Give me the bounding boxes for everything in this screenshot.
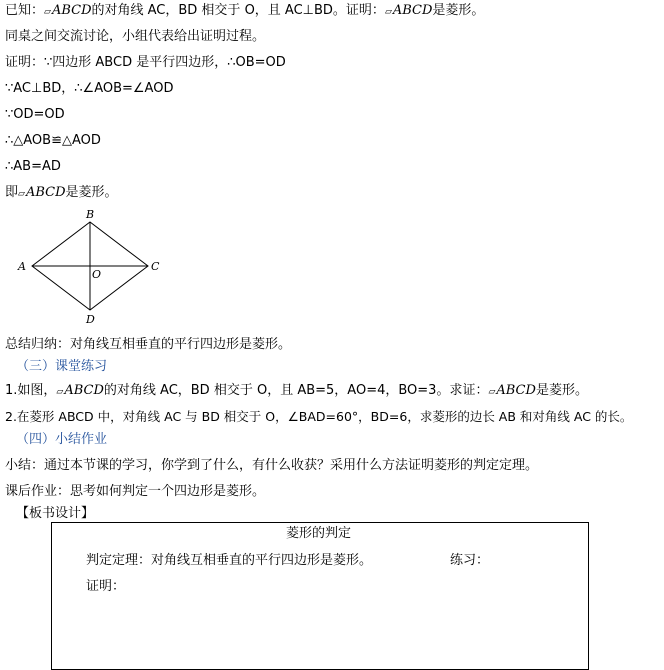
proof-line-2: ∵AC⊥BD，∴∠AOB=∠AOD [5, 81, 174, 96]
board-title: 菱形的判定 [286, 526, 352, 541]
exercise-1: 1.如图，▱ABCD的对角线 AC，BD 相交于 O，且 AB=5，AO=4，BO=3。求证：▱ABCD是菱形。 [5, 383, 588, 398]
label-c: C [151, 260, 160, 273]
label-b: B [86, 208, 95, 221]
conclusion-line: 即▱ABCD是菱形。 [5, 185, 118, 200]
board-heading: 【板书设计】 [16, 506, 95, 521]
given-statement [5, 2, 484, 21]
proof-line-5: ∴AB=AD [5, 159, 61, 174]
board-theorem: 判定定理：对角线互相垂直的平行四边形是菱形。 [86, 553, 373, 568]
parallelogram-symbol: ▱ [384, 7, 392, 17]
label-a: A [18, 260, 26, 273]
parallelogram-symbol: ▱ [18, 189, 25, 199]
parallelogram-abcd: ▱ABCD [18, 185, 66, 200]
board-design-box [51, 522, 589, 670]
exercise-2: 2.在菱形 ABCD 中，对角线 AC 与 BD 相交于 O，∠BAD=60°，BD=6，求菱形的边长 AB 和对角线 AC 的长。 [5, 409, 633, 424]
parallelogram-symbol: ▱ [488, 387, 496, 397]
parallelogram-abcd: ▱ABCD [44, 3, 92, 18]
wrapup-text: 小结：通过本节课的学习，你学到了什么，有什么收获？采用什么方法证明菱形的判定定理。 [5, 458, 539, 473]
label-d: D [86, 313, 95, 326]
parallelogram-symbol: ▱ [44, 7, 51, 17]
given-suffix: 是菱形。 [432, 3, 485, 18]
label-o: O [92, 268, 102, 281]
parallelogram-abcd: ▱ABCD [488, 383, 536, 398]
parallelogram-abcd: ▱ABCD [56, 383, 104, 398]
given-middle: 的对角线 AC，BD 相交于 O，且 AC⊥BD。证明： [91, 3, 385, 18]
proof-line-4: ∴△AOB≌△AOD [5, 133, 101, 148]
parallelogram-symbol: ▱ [56, 387, 64, 397]
section-3-title: （三）课堂练习 [16, 359, 108, 374]
rhombus-diagram [16, 208, 166, 328]
proof-line-1: 证明：∵四边形 ABCD 是平行四边形，∴OB=OD [5, 55, 286, 70]
proof-line-3: ∵OD=OD [5, 107, 65, 122]
discussion-text: 同桌之间交流讨论，小组代表给出证明过程。 [5, 29, 266, 44]
board-proof-label: 证明： [86, 579, 126, 594]
parallelogram-abcd: ▱ABCD [384, 3, 433, 18]
given-prefix: 已知： [5, 3, 45, 18]
summary-text: 总结归纳：对角线互相垂直的平行四边形是菱形。 [5, 337, 292, 352]
board-practice-label: 练习： [450, 553, 490, 568]
section-4-title: （四）小结作业 [16, 432, 108, 447]
homework-text: 课后作业：思考如何判定一个四边形是菱形。 [5, 484, 266, 499]
